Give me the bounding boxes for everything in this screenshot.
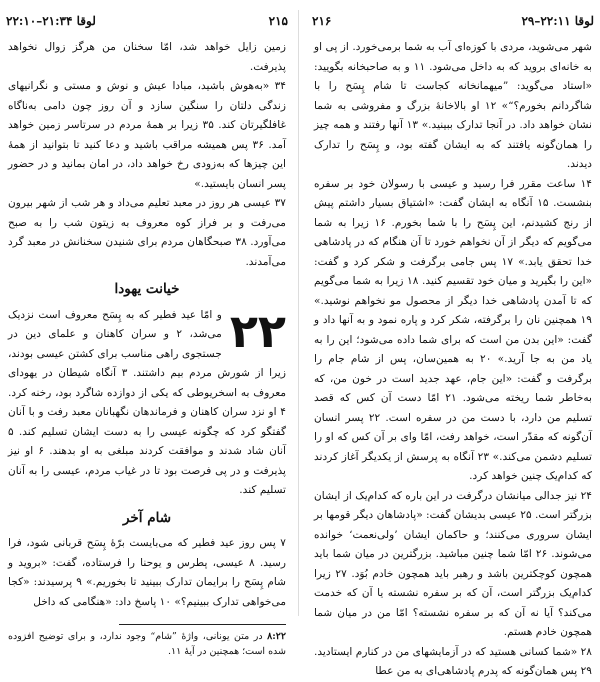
chapter-number: ۲۲ (229, 303, 286, 358)
paragraph: ۳۴ «به‌هوش باشید، مبادا عیش و نوش و مستی و نگرانیهای زندگی دلتان را سنگین سازد و آن روز چون دامی به‌ناگاه غافلگیرتان کند. ۳۵ زیرا بر همهٔ مردم در سرتاسر زمین خواهد آمد. ۳۶ پس همیشه مراقب باشید و دعا کنید تا بتوانید از همهٔ این چیزها که به‌زودی رخ خواهد داد، در امان بمانید و در حضور پسر انسان بایستید.» (8, 80, 287, 190)
running-header-reference: لوقا ۲۱:۳۴–۲۲:۱۰ (6, 14, 96, 28)
page-gutter (298, 10, 299, 616)
paragraph: ۷ پس روز عید فطیر که می‌بایست برّهٔ پِسَح قربانی شود، فرا رسید. ۸ عیسی، پطرس و یوحنا را فرستاده، گفت: «بروید و شام پِسَح را برایمان تدارک ببینید تا بخوریم.» ۹ پرسیدند: «کجا می‌خواهی تدارک ببینیم؟» ۱۰ پاسخ داد: «هنگامی که داخل (8, 537, 286, 608)
footnote (8, 629, 286, 659)
section-heading: خیانت یهودا (114, 281, 180, 297)
paragraph: زمین زایل خواهد شد، امّا سخنان من هرگز زوال نخواهد پذیرفت. (8, 41, 286, 73)
paragraph: و امّا عید فطیر که به پِسَح معروف است نزدیک می‌شد، ۲ و سران کاهنان و علمای دین در جستجوی راهی مناسب برای کشتن عیسی بودند، زیرا از شورش مردم بیم داشتند. ۳ آنگاه شیطان در یهودای معروف به اسخریوطی که یکی از دوازده شاگرد بود، رخنه کرد. ۴ او نزد سران کاهنان و فرماندهان نگهبانان معبد رفت و با آنان گفتگو کرد که چگونه عیسی را به دست ایشان تسلیم کند. ۵ آنان شاد شدند و موافقت کردند مبلغی به او بدهند. ۶ او نیز پذیرفت و در پی فرصت بود تا در غیاب مردم، عیسی را به آنان تسلیم کند. (8, 308, 286, 496)
paragraph: شهر می‌شوید، مردی با کوزه‌ای آب به شما برمی‌خورد. از پی او به خانه‌ای بروید که به داخل می‌شود. ۱۱ و به صاحبخانه بگویید: «استاد می‌گوید: ”میهمانخانه کجاست تا شام پِسَح را با شاگردانم بخورم؟“» ۱۲ او بالاخانهٔ بزرگ و مفروشی به شما نشان خواهد داد. در آنجا تدارک ببینید.» ۱۳ آنها رفتند و همه چیز را همان‌گونه یافتند که به ایشان گفته بود، و پِسَح را تدارک دیدند. (314, 41, 592, 170)
left-page-body (8, 38, 286, 659)
page-number: ۲۱۵ (268, 14, 288, 28)
right-page (306, 0, 600, 677)
running-header-reference: لوقا ۲۲:۱۱–۲۹ (521, 14, 594, 28)
paragraph: ۱۴ ساعت مقرر فرا رسید و عیسی با رسولان خود بر سفره بنشست. ۱۵ آنگاه به ایشان گفت: «اشتیاق بسیار داشتم پیش از رنج کشیدنم، این پِسَح را با شما بخورم. ۱۶ زیرا به شما می‌گویم که دیگر از آن نخواهم خورد تا آن هنگام که در پادشاهی خدا تحقق یابد.» ۱۷ پس جامی برگرفت و شکر کرد و گفت: «این را بگیرید و میان خود تقسیم کنید. ۱۸ زیرا به شما می‌گویم که تا آمدن پادشاهی خدا دیگر از محصول مو نخواهم نوشید.» ۱۹ همچنین نان را برگرفته، شکر کرد و پاره نمود و به آنها داد و گفت: «این بدن من است که برای شما داده می‌شود؛ این را به یاد من به جا آرید.» ۲۰ به همین‌سان، پس از شام جام را برگرفت و گفت: «این جام، عهد جدید است در خون من، که به‌خاطر شما ریخته می‌شود. ۲۱ امّا دست آن کس که قصد تسلیم من دارد، با دست من در سفره است. ۲۲ پسر انسان آن‌گونه که مقدّر است، خواهد رفت، امّا وای بر آن کس که او را تسلیم دشمن می‌کند.» ۲۳ آنگاه به پرسش از یکدیگر آغاز کردند که کدام‌یک چنین خواهد کرد. (314, 177, 593, 482)
footnote-text: در متن یونانی، واژهٔ ”شام“ وجود ندارد، و برای توضیح افزوده شده است؛ همچنین در آیهٔ ۱۱. (8, 631, 286, 657)
section-heading: شام آخر (122, 509, 172, 526)
page-number: ۲۱۶ (312, 14, 332, 28)
right-page-header (312, 14, 594, 34)
footnote-divider (119, 624, 286, 625)
right-page-body (314, 38, 592, 682)
chapter-block (8, 303, 286, 501)
footnote-reference: ۸:۲۲ (267, 631, 286, 642)
left-page (0, 0, 294, 657)
left-page-header (6, 14, 288, 34)
paragraph: ۲۴ نیز جدالی میانشان درگرفت در این باره که کدام‌یک از ایشان بزرگتر است. ۲۵ عیسی بدیشان گفت: «پادشاهان دیگر قومها بر ایشان سروری می‌کنند؛ و حاکمان ایشان ’ولی‌نعمت‘ خوانده می‌شوند. ۲۶ امّا شما چنین مباشید. بزرگترین در میان شما باید همچون کوچکترین باشد و رهبر باید همچون خادم بُوَد. ۲۷ زیرا کدام‌یک بزرگتر است، آن که بر سفره نشسته یا آن که خدمت می‌کند؟ آیا نه آن که بر سفره نشسته؟ امّا من در میان شما همچون خادم هستم. (314, 489, 592, 638)
paragraph: ۳۷ عیسی هر روز در معبد تعلیم می‌داد و هر شب از شهر بیرون می‌رفت و بر فراز کوه معروف به زیتون شب را به صبح می‌آورد. ۳۸ صبحگاهان مردم برای شنیدن سخنانش در معبد گرد می‌آمدند. (8, 197, 287, 268)
paragraph: ۲۸ «شما کسانی هستید که در آزمایشهای من در کنارم ایستادید. ۲۹ پس همان‌گونه که پدرم پادشاهی‌ای به من عطا (314, 645, 592, 677)
